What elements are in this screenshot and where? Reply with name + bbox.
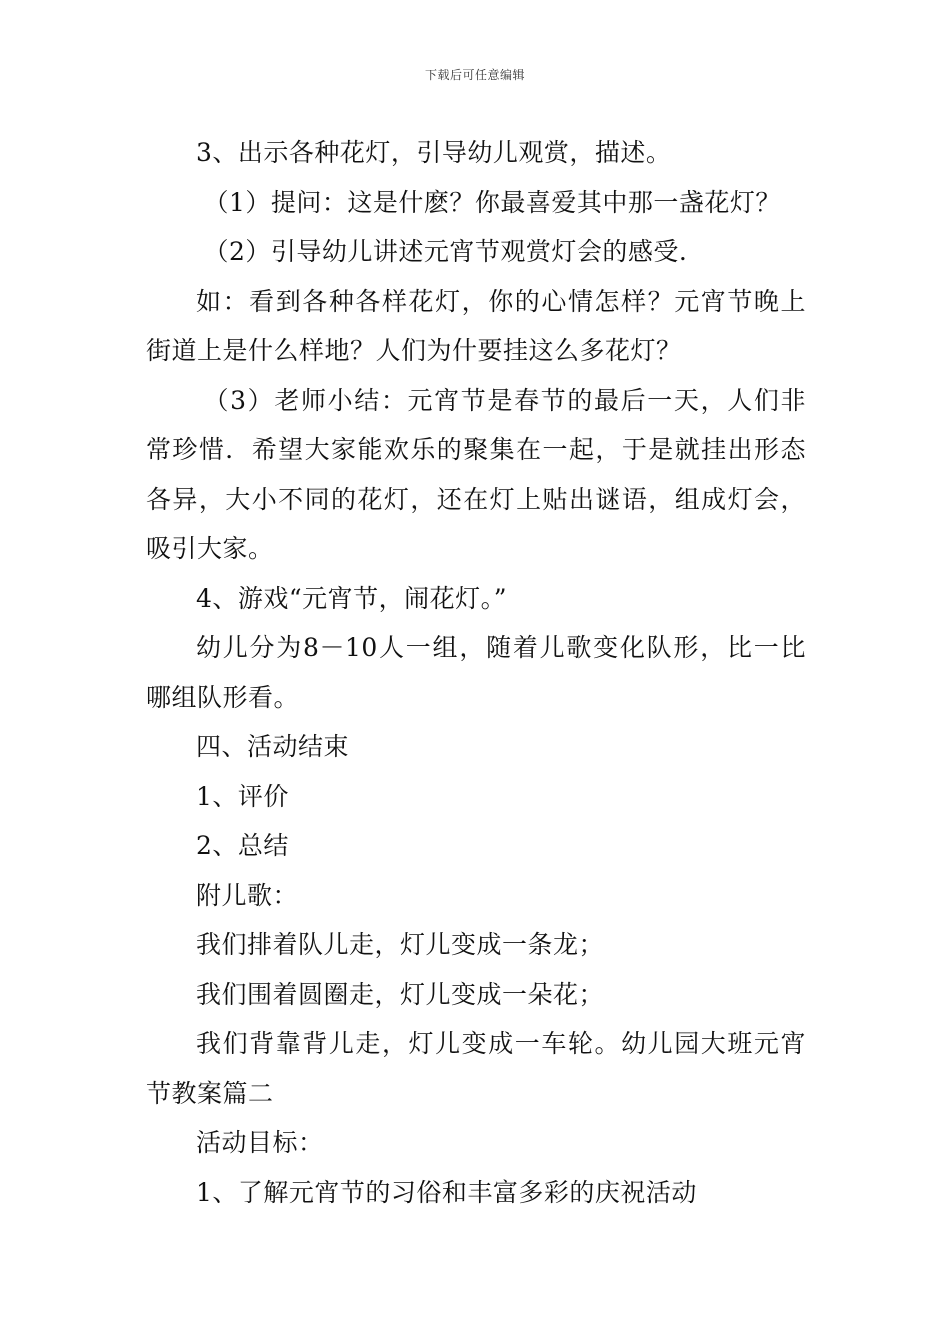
page-header-note: 下载后可任意编辑 [424, 68, 525, 82]
paragraph-summary-3: （3）老师小结：元宵节是春节的最后一天，人们非常珍惜．希望大家能欢乐的聚集在一起，于是就挂出形态各异，大小不同的花灯，还在灯上贴出谜语，组成灯会，吸引大家。 [146, 385, 806, 563]
paragraph-question-1: （1）提问：这是什麽？你最喜爱其中那一盏花灯？ [203, 187, 781, 217]
paragraph-song-line-1: 我们排着队儿走，灯儿变成一条龙； [196, 930, 605, 959]
paragraph-guide-2: （2）引导幼儿讲述元宵节观赏灯会的感受. [203, 237, 688, 266]
paragraph-song-line-2: 我们围着圆圈走，灯儿变成一朵花； [196, 979, 605, 1009]
paragraph-evaluate: 1、评价 [196, 781, 289, 811]
paragraph-groups: 幼儿分为8－10人一组，随着儿歌变化队形，比一比哪组队形看。 [146, 633, 806, 712]
paragraph-example: 如：看到各种各样花灯，你的心情怎样？元宵节晚上街道上是什么样地？人们为什要挂这么多花灯？ [146, 286, 806, 365]
paragraph-game-4: 4、游戏“元宵节，闹花灯。” [196, 583, 507, 613]
paragraph-activity-end: 四、活动结束 [196, 732, 350, 761]
document-body [146, 128, 806, 1217]
paragraph-song-title: 附儿歌： [196, 880, 299, 910]
paragraph-step-3: 3、出示各种花灯，引导幼儿观赏，描述。 [196, 138, 672, 167]
paragraph-goals-title: 活动目标： [196, 1128, 324, 1157]
paragraph-song-line-3: 我们背靠背儿走，灯儿变成一车轮。幼儿园大班元宵节教案篇二 [146, 1029, 806, 1108]
paragraph-goal-1: 1、了解元宵节的习俗和丰富多彩的庆祝活动 [196, 1177, 697, 1207]
paragraph-conclude: 2、总结 [196, 831, 289, 860]
